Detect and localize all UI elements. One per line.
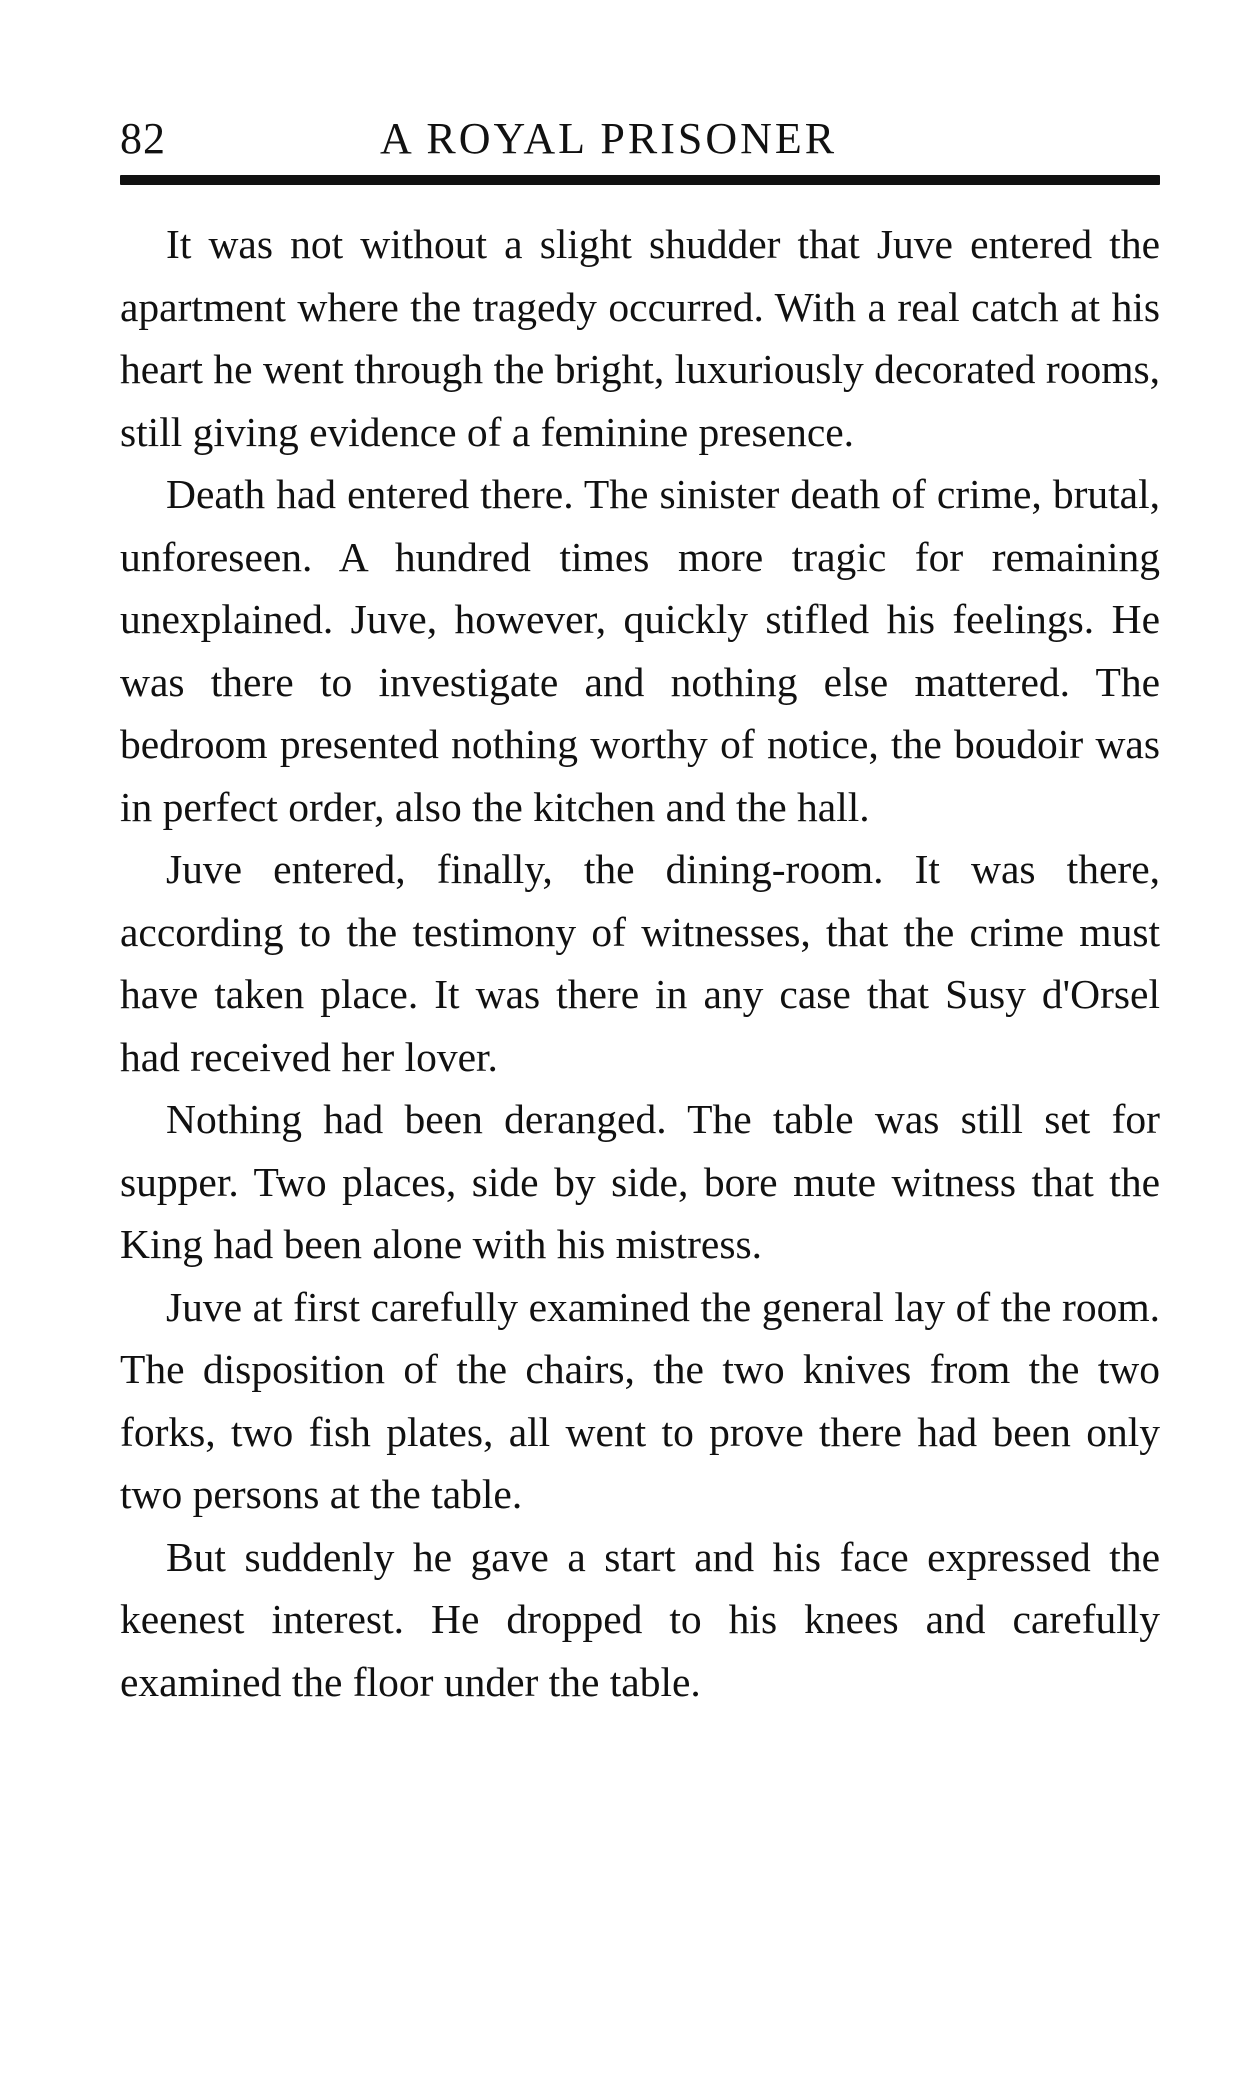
running-title: A ROYAL PRISONER [380,114,838,163]
paragraph: Juve entered, finally, the dining-room. It was there, according to the testimony of witnesses, that the crime must have taken place. It was there in any case that Susy d'Orsel had received her lover. [120,846,1160,1080]
paragraph: It was not without a slight shudder that Juve entered the apartment where the tragedy occurred. With a real catch at his heart he went through the bright, luxuriously decorated rooms, still giving evidence of a feminine presence. [120,221,1160,455]
paragraph: Nothing had been deranged. The table was still set for supper. Two places, side by side, bore mute witness that the King had been alone with his mistress. [120,1096,1160,1267]
body-text [120,213,1160,1713]
paragraph: Juve at first carefully examined the general lay of the room. The disposition of the chairs, the two knives from the two forks, two fish plates, all went to prove there had been only two persons at the table. [120,1283,1160,1517]
page-header [120,95,1160,175]
book-page [120,95,1160,1713]
page-number: 82 [120,114,166,163]
paragraph: But suddenly he gave a start and his face expressed the keenest interest. He dropped to his knees and carefully examined the floor under the table. [120,1533,1160,1705]
header-rule [120,175,1160,185]
paragraph: Death had entered there. The sinister death of crime, brutal, unforeseen. A hundred times more tragic for remaining unexplained. Juve, however, quickly stifled his feelings. He was there to investigate and nothing else mattered. The bedroom presented nothing worthy of notice, the boudoir was in perfect order, also the kitchen and the hall. [120,471,1160,830]
